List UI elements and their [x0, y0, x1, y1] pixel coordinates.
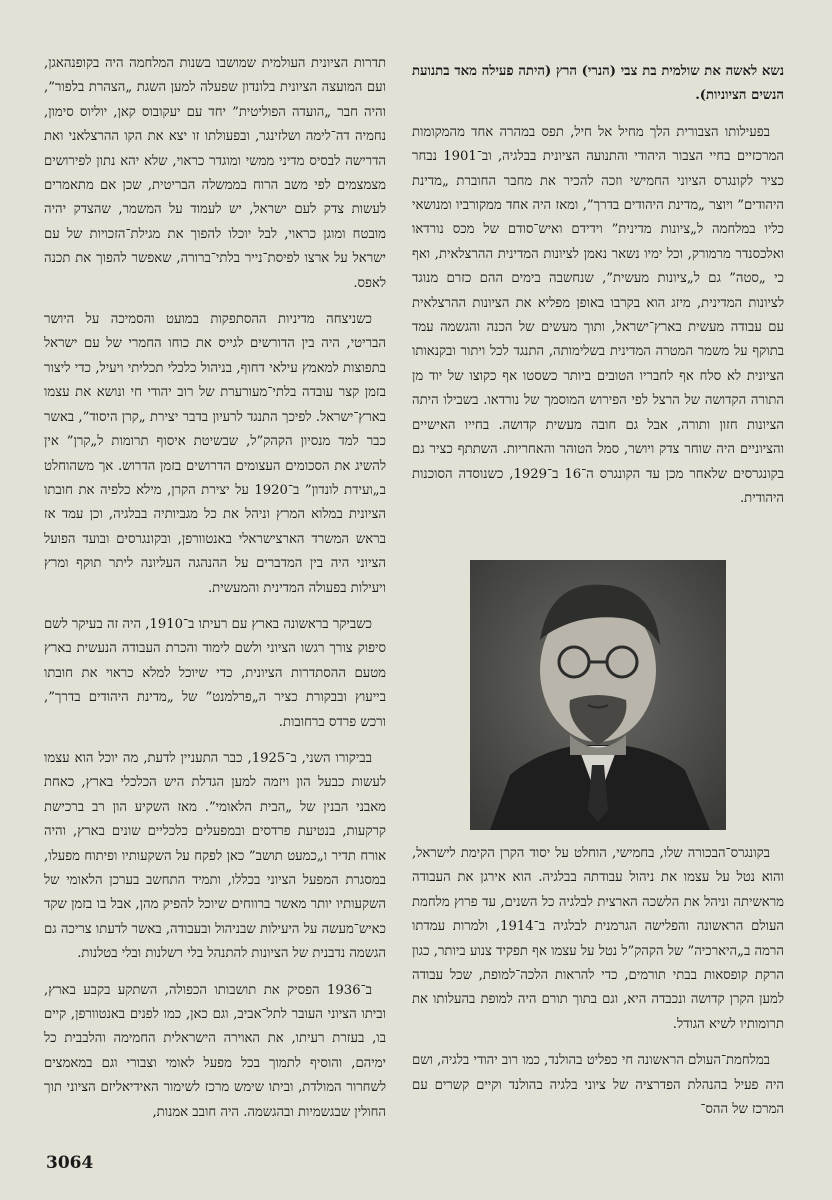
paragraph: תדרות הציונית העולמית שמושבו בשנות המלחמה היה בקופנהאגן, ועם המועצה הציונית בלונדון שפעלה למען השגת „הצהרת בלפור”, והיה חבר „הועדה הפוליטית” יחד עם יעקובוס קאן, יוליוס סימון, נחמיה דה־לימה ושלזינגר, ובפעולתו זו יצא את הקו ההרצלאני ואת הדרישה לבסיס מדיני ממשי ומוגדר כראוי, שלא יהא נתון לפירושים מצמצמים לפי משב הרוח בממשלה הבריטית, שכן אם מתאמרים לעשות צדק לעם ישראל, יש לעמוד על המשמר, שהצדק יהיה מובטח ומוגן כראוי, לבל יוכלו להפוך את מגילת־הזכויות של עם ישראל על ארצו לפיסת־נייר בלתי־ברורה, שאפשר להפוך את תכנה לאפס. [44, 56, 386, 291]
paragraph: ב־1936 הפסיק את תושבותו הכפולה, השתקע בקבע בארץ, וביתו הציוני העובר לתל־אביב, וגם כאן, כמו לפנים באנטוורפן, קיים בו, בעזרת רעיתו, את האוירה הישראלית החמימה והלבבית כל ימיהם, והוסיף לתמוך בכל מפעל לאומי וצבורי וגם במאמצים לשחרור המולדת, וביתו שימש מרכז לשימור האידיאליזם הציוני תוך החולין שבגשמיות ובהגשמה. היה חובב אמנות, [44, 982, 386, 1120]
right-column [412, 60, 784, 523]
paragraph: בביקורו השני, ב־1925, כבר התעניין לדעת, מה יוכל הוא עצמו לעשות כבעל הון ויזמה למען הגדלת היש הכלכלי בארץ, כאחת מאבני הבנין של „הבית הלאומי”. מאז השקיע הון רב ברכישת קרקעות, בנטיעת פרדסים ובמפעלים כלכליים שונים בארץ, והיה אורח תדיר ו„כמעט תושב” כאן לפקח על השקעותיו ופיתוח מפעלו, במסגרת המפעל הציוני בכללו, ותמיד התחשב בערכן הלאומי של השקעותיו יותר מאשר ברווחים שיוכל להפיק מהן, אבל בו בזמן שקד כאיש־מעשה על היעילות שבניהול ובעבודה, באשר לדעתו צריכה גם הגשמה נדבנית של הציונות להתנהל בלי רשלנות ובלי בטלנות. [44, 750, 386, 962]
paragraph: כשביקר בראשונה בארץ עם רעיתו ב־1910, היה זה בעיקר לשם סיפוק צורך רגשו הציוני ולשם לימוד והכרת העבודה הנעשית בארץ מטעם ההסתדרות הציונית, כדי שיוכל למלא כראוי את חובתו בייעוץ ובבקורת כציר ה„פרלמנט” של „מדינת היהודים בדרך”, ורכש פרדס ברחובות. [44, 616, 386, 730]
paragraph: בקונגרס־הבכורה שלו, בחמישי, הוחלט על יסוד הקרן הקימת לישראל, והוא נטל על עצמו את ניהול עבודתה בבלגיה. הוא אירגן את העבודה מראשיתה וניהל את הלשכה הארצית לבלגיה כל השנים, עד פרוץ מלחמת העולם הראשונה והפלישה הגרמנית לבלגיה ב־1914, ולמרות עמדתו הרמה ב„היארכיה” של הקהק”ל נטל על עצמו אף תפקיד צנוע ביותר, כגון הרקת קופסאות בבתי תורמים, כדי להראות הלכה־למופת, שכל עבודה למען הקרן קדושה ונכבדה היא, וגם בתוך תורם היה למופת בהעלותו את תרומותיו לשיא הגודל. [412, 846, 784, 1032]
paragraph: נשא לאשה את שולמית בת צבי (הנרי) הרץ (היתה פעילה מאד בתנועת הנשים הציוניות). [412, 64, 784, 104]
left-column [44, 52, 386, 1137]
page-number: 3064 [46, 1153, 94, 1173]
paragraph: כשניצחה מדיניות ההסתפקות במועט והסמיכה על היושר הבריטי, היה בין הדורשים לגייס את כוחו החמרי של עם ישראל בתפוצות למאמץ עילאי דחוף, בניהול כלכלי תכליתי ויעיל, כדי ליצור בזמן קצר עובדה בלתי־מעורערת של רוב יהודי חי ונושא את עצמו בארץ־ישראל. לפיכך התנגד לרעיון בדבר יצירת „קרן היסוד”, באשר כבר למד מנסיון הקהק”ל, שבשיטת איסוף תרומות ל„קרן” אין להשיג את הסכומים העצומים הדרושים בזמן הדרוש. אך משהוחלט ב„ועידת לונדון” ב־1920 על יצירת הקרן, מילא כלפיה את חובתו הציונית במלוא המרץ וניהל את כל מגביותיה בבלגיה, וכן עמד אז בראש המשרד הארצישראלי באנטוורפן, ובקונגרסים ובועד הפועל הציוני היה בין המדברים על ההנהגה העליונה ליתר תוקף ומרץ ויעילות בפעולה המדינית והמעשית. [44, 312, 386, 596]
paragraph: במלחמת־העולם הראשונה חי כפליט בהולנד, כמו רוב יהודי בלגיה, ושם היה פעיל בהנהלת הפדרציה של ציוני בלגיה בהולנד וקיים קשרים עם המרכז של ההס־ [412, 1053, 784, 1118]
paragraph: בפעילותו הצבורית הלך מחיל אל חיל, תפס במהרה אחד מהמקומות המרכזיים בחיי הצבור היהודי והתנועה הציונית בבלגיה, וב־1901 נבחר כציר לקונגרס הציוני החמישי וזכה להכיר את מחבר החוברת „מדינת היהודים” ויוצר „מדינת היהודים בדרך”, ומאז היה אחד ממקורביו ומנושאי כליו במלחמה ל„ציונות מדינית” וידידם ואיש־סודם של מכס נורדאו ואלכסנדר מרמורק, וכל ימיו נשאר נאמן לציונות המדינית ההרצלאית, ואף כי „סטה” גם ל„ציונות מעשית”, שנחשבה בימים ההם כזרם מנוגד לציונות המדינית, מיזג הוא בקרבו באופן מפליא את הציונות ההרצלאית עם עבודה מעשית בארץ־ישראל, ותוך מעשים של הכנה והגשמה עמד בתוקף על משמר המטרה המדינית בשלימותה, התנגד לכל ויתור ובקנאותו הציונית לא סלח אף לחבריו הטובים ביותר כשסטו אף כקוצו של יוד מן התורה הקדושה של הרצל לפי הפירוש המוסמך של נורדאו. בשבילו היתה הציונות חזון ותורה, אבל גם חובה מעשית קדושה. בחייו האישיים והציוניים היה שוחר צדק ויושר, סמל הטוהר והאחריות. השתתף כציר גם בקונגרסים שלאחר מכן עד הקונגרס ה־16 ב־1929, כשנוסדה הסוכנות היהודית. [412, 124, 784, 506]
right-column-lower [412, 842, 784, 1134]
portrait-photo [470, 560, 726, 830]
